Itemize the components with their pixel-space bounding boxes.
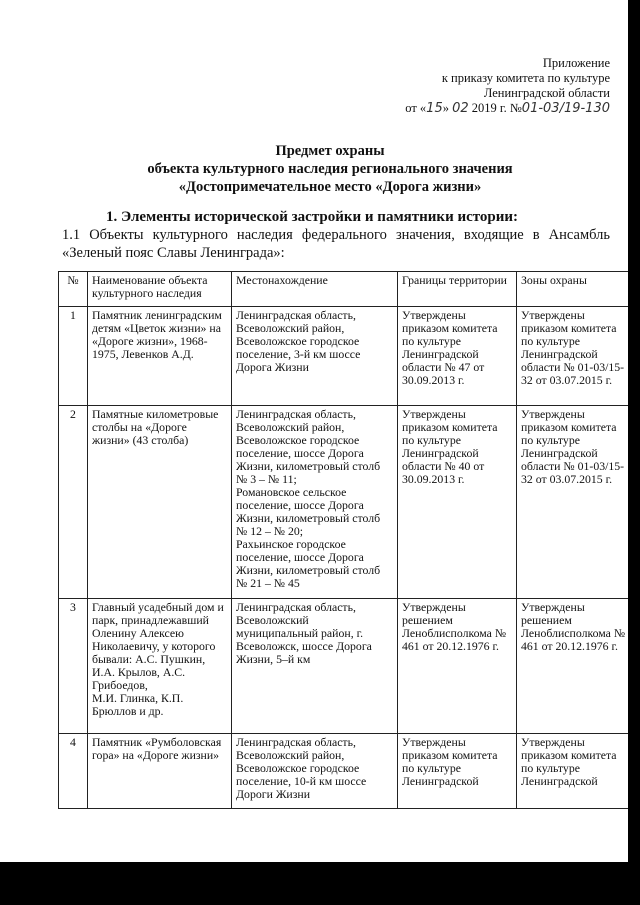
cell-location — [232, 406, 398, 599]
cell-name: Памятные километровые столбы на «Дороге жизни» (43 столба) — [88, 406, 232, 599]
title-line-2: объекта культурного наследия регионального значения — [147, 161, 513, 177]
date-mid: » — [442, 101, 453, 115]
cell-num: 2 — [59, 406, 88, 599]
table-row — [59, 307, 634, 406]
cell-name — [88, 599, 232, 734]
table-row — [59, 734, 634, 809]
date-month-handwritten: 02 — [452, 101, 469, 116]
cell-zones: Утверждены решением Леноблисполкома № 461 от 20.12.1976 г. — [517, 599, 634, 734]
name-part: М.И. Глинка, К.П. Брюллов и др. — [92, 691, 184, 718]
scan-edge-right — [628, 0, 640, 862]
cell-zones: Утверждены приказом комитета по культуре Ленинградской области № 01-03/15-32 от 03.07.2015 г. — [517, 307, 634, 406]
cell-name: Памятник «Румболовская гора» на «Дороге жизни» — [88, 734, 232, 809]
cell-boundaries: Утверждены приказом комитета по культуре Ленинградской области № 40 от 30.09.2013 г. — [398, 406, 517, 599]
table-row — [59, 406, 634, 599]
section-heading: 1. Элементы исторической застройки и памятники истории: — [106, 209, 519, 225]
date-year: 2019 г. № — [468, 101, 522, 115]
document-title — [80, 142, 580, 196]
header-zones: Зоны охраны — [517, 272, 634, 307]
order-number-handwritten: 01-03/19-130 — [521, 101, 610, 116]
heritage-table — [58, 271, 634, 809]
cell-num: 1 — [59, 307, 88, 406]
name-part: Главный усадебный дом и парк, принадлежавший Оленину Алексею Николаевичу, у которого бывали: А.С. Пушкин, И.А. Крылов, А.С. Грибоедов, — [92, 600, 224, 692]
header-location: Местонахождение — [232, 272, 398, 307]
cell-zones: Утверждены приказом комитета по культуре Ленинградской — [517, 734, 634, 809]
location-part: Романовское сельское поселение, шоссе Дорога Жизни, километровый столб № 12 – № 20; — [236, 485, 381, 538]
cell-location: Ленинградская область, Всеволожский район, Всеволожское городское поселение, 10-й км шоссе Дороги Жизни — [232, 734, 398, 809]
appendix-line-1: Приложение — [542, 56, 610, 70]
appendix-header — [360, 56, 610, 116]
scan-edge-bottom — [0, 862, 640, 905]
cell-boundaries: Утверждены приказом комитета по культуре Ленинградской — [398, 734, 517, 809]
date-prefix: от « — [405, 101, 427, 115]
cell-num: 4 — [59, 734, 88, 809]
cell-boundaries: Утверждены приказом комитета по культуре Ленинградской области № 47 от 30.09.2013 г. — [398, 307, 517, 406]
cell-location: Ленинградская область, Всеволожский муниципальный район, г. Всеволожск, шоссе Дорога Жизни, 5–й км — [232, 599, 398, 734]
cell-zones: Утверждены приказом комитета по культуре Ленинградской области № 01-03/15-32 от 03.07.2015 г. — [517, 406, 634, 599]
appendix-date-line — [360, 101, 610, 116]
date-day-handwritten: 15 — [426, 101, 443, 116]
header-name: Наименование объекта культурного наследия — [88, 272, 232, 307]
cell-location: Ленинградская область, Всеволожский район, Всеволожское городское поселение, 3-й км шоссе Дорога Жизни — [232, 307, 398, 406]
cell-boundaries: Утверждены решением Леноблисполкома № 461 от 20.12.1976 г. — [398, 599, 517, 734]
cell-num: 3 — [59, 599, 88, 734]
cell-name: Памятник ленинградским детям «Цветок жизни» на «Дороге жизни», 1968-1975, Левенков А.Д. — [88, 307, 232, 406]
title-line-1: Предмет охраны — [275, 143, 385, 159]
title-line-3: «Достопримечательное место «Дорога жизни» — [178, 179, 482, 195]
header-boundaries: Границы территории — [398, 272, 517, 307]
location-part: Ленинградская область, Всеволожский район, Всеволожское городское поселение, шоссе Дорога Жизни, километровый столб № 3 – № 11; — [236, 407, 381, 486]
subsection-text: 1.1 Объекты культурного наследия федерального значения, входящие в Ансамбль «Зеленый пояс Славы Ленинграда»: — [62, 227, 610, 261]
header-num: № — [59, 272, 88, 307]
table-header-row — [59, 272, 634, 307]
table-row — [59, 599, 634, 734]
appendix-line-2: к приказу комитета по культуре — [441, 71, 610, 85]
appendix-line-3: Ленинградской области — [483, 86, 610, 100]
location-part: Рахьинское городское поселение, шоссе Дорога Жизни, километровый столб № 21 – № 45 — [236, 537, 381, 590]
